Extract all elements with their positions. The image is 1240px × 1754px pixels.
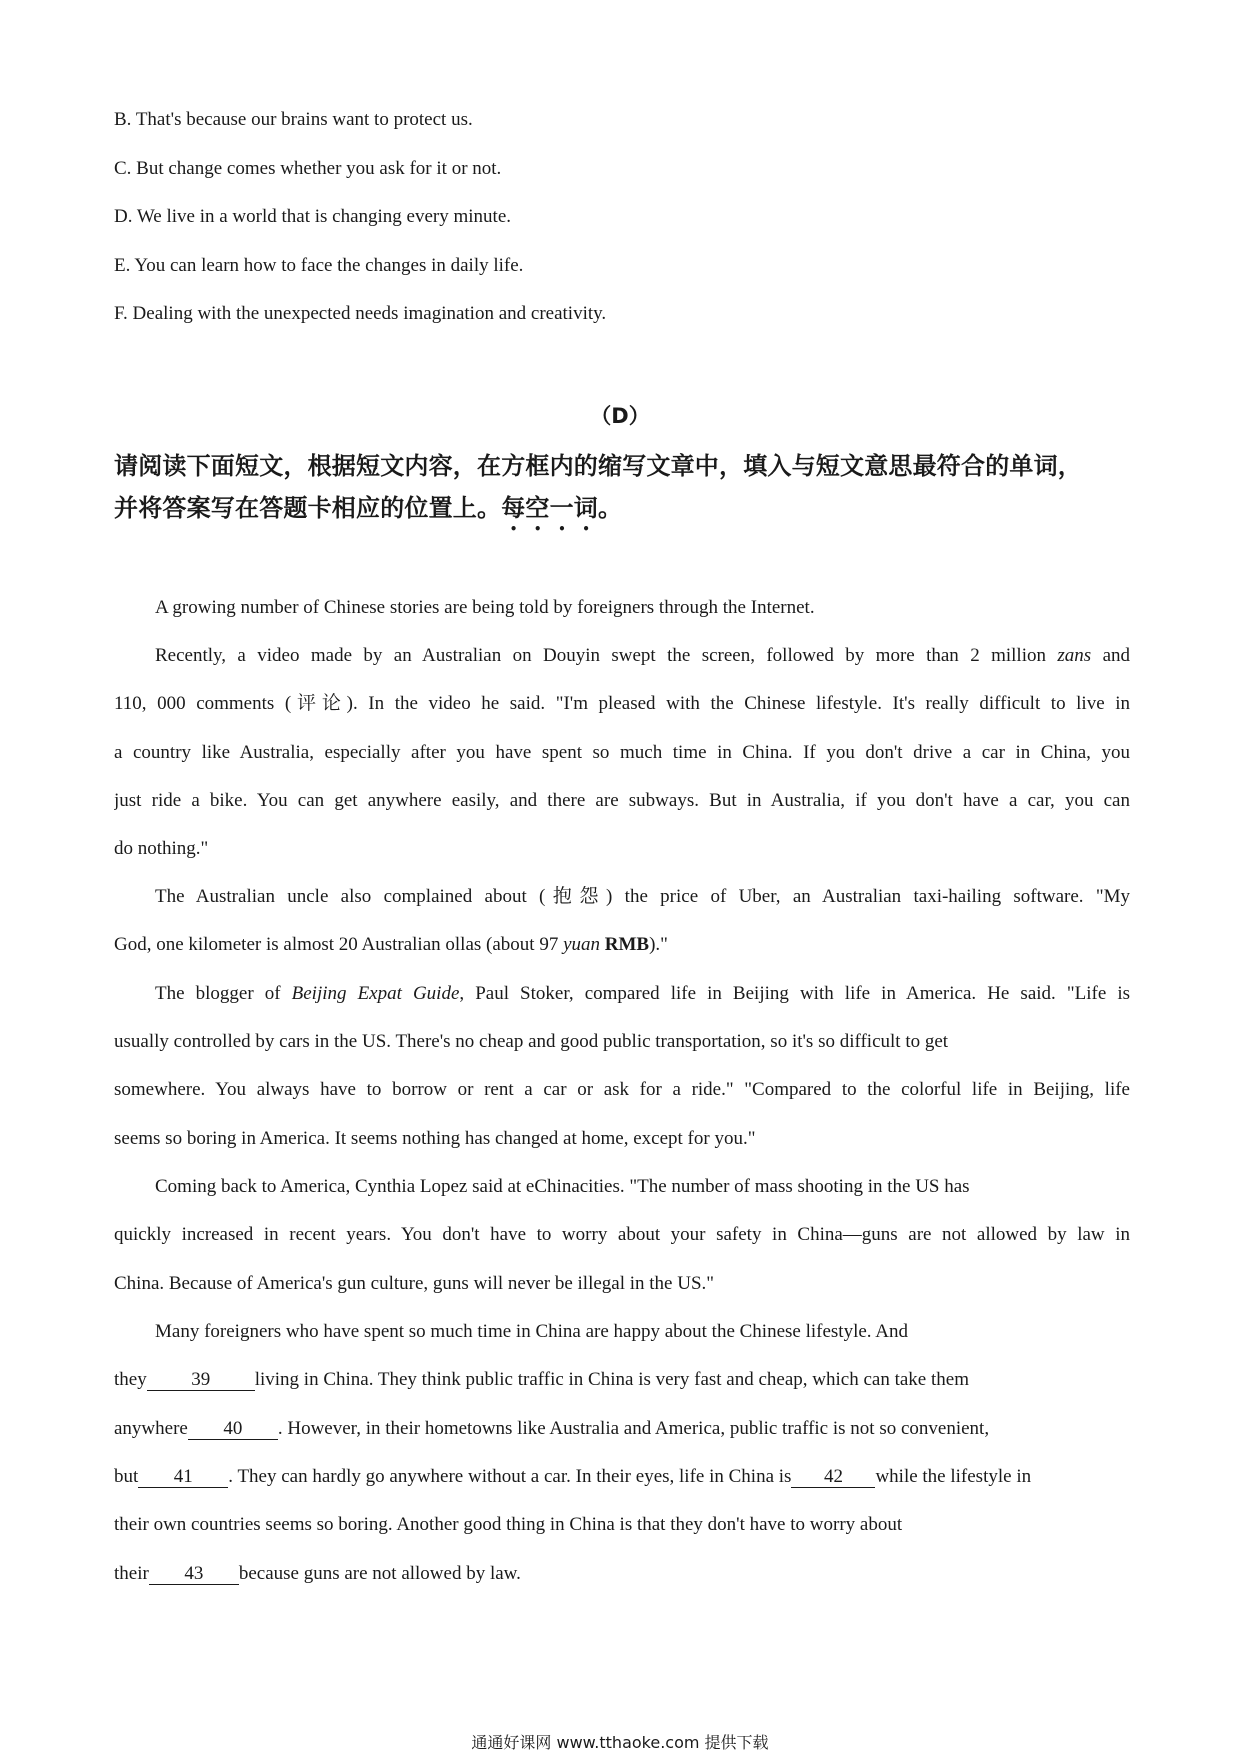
- section-heading: （D）: [590, 404, 650, 428]
- option-c: C. But change comes whether you ask for it or not.: [114, 158, 502, 179]
- blank-42[interactable]: 42: [791, 1467, 875, 1488]
- summary-line-4: [114, 1465, 1031, 1489]
- summary-they: they: [114, 1369, 147, 1390]
- summary-but: but: [114, 1466, 139, 1487]
- instruction-period: 。: [598, 494, 623, 522]
- instruction-text: 并将答案写在答题卡相应的位置上。: [114, 494, 502, 522]
- passage-p2-line-5: do nothing.": [114, 838, 209, 859]
- summary-text-3: . However, in their hometowns like Australia and America, public traffic is not so convenient,: [277, 1418, 990, 1439]
- summary-their: their: [114, 1563, 149, 1584]
- summary-text-2: living in China. They think public traffic in China is very fast and cheap, which can take them: [254, 1369, 969, 1390]
- page-footer: 通通好课网 www.tthaoke.com 提供下载: [471, 1733, 769, 1752]
- p2-zans: zans: [1057, 645, 1092, 666]
- passage-p5-line-3: China. Because of America's gun culture, guns will never be illegal in the US.": [114, 1273, 715, 1294]
- option-b: B. That's because our brains want to protect us.: [114, 109, 473, 130]
- summary-line-2: [114, 1368, 969, 1392]
- summary-line-5: their own countries seems so boring. Another good thing in China is that they don't have to worry about: [114, 1514, 903, 1535]
- p3-rmb: RMB: [604, 934, 650, 955]
- p2-text-a: Recently, a video made by an Australian on Douyin swept the screen, followed by more than 2 million: [155, 645, 1058, 666]
- passage-p5-line-1: Coming back to America, Cynthia Lopez said at eChinacities. "The number of mass shooting in the US has: [155, 1176, 970, 1197]
- instruction-line-1: 请阅读下面短文，根据短文内容，在方框内的缩写文章中，填入与短文意思最符合的单词，: [114, 452, 1082, 480]
- p4-blog-title: Beijing Expat Guide: [291, 983, 460, 1004]
- option-f: F. Dealing with the unexpected needs imagination and creativity.: [114, 303, 607, 324]
- p3-yuan: yuan: [563, 934, 601, 955]
- summary-anywhere: anywhere: [114, 1418, 188, 1439]
- passage-p4-line-2: usually controlled by cars in the US. There's no cheap and good public transportation, so it's so difficult to get: [114, 1031, 949, 1052]
- passage-p3-line-2: [114, 933, 668, 957]
- option-e: E. You can learn how to face the changes in daily life.: [114, 255, 524, 276]
- summary-text-4b: while the lifestyle in: [875, 1466, 1032, 1487]
- blank-40[interactable]: 40: [188, 1419, 278, 1440]
- passage-p4-line-1: [155, 982, 1130, 1006]
- summary-line-3: [114, 1417, 989, 1441]
- passage-p3-line-1: The Australian uncle also complained about (抱怨) the price of Uber, an Australian taxi-hailing software. "My: [155, 886, 1130, 907]
- blank-41[interactable]: 41: [138, 1467, 228, 1488]
- passage-p4-line-4: seems so boring in America. It seems nothing has changed at home, except for you.": [114, 1128, 756, 1149]
- option-d: D. We live in a world that is changing every minute.: [114, 206, 512, 227]
- p4-text-a: The blogger of: [155, 983, 292, 1004]
- p3-text-c: ).": [649, 934, 668, 955]
- passage-p2-line-1: [155, 644, 1130, 668]
- summary-line-1: Many foreigners who have spent so much time in China are happy about the Chinese lifestyle. And: [155, 1321, 908, 1342]
- passage-p2-line-3: a country like Australia, especially after you have spent so much time in China. If you don't drive a car in China, you: [114, 742, 1130, 763]
- summary-text-4a: . They can hardly go anywhere without a car. In their eyes, life in China is: [228, 1466, 792, 1487]
- p4-text-b: , Paul Stoker, compared life in Beijing with life in America. He said. "Life is: [459, 983, 1130, 1004]
- p2-text-b: and: [1091, 645, 1130, 666]
- blank-43[interactable]: 43: [149, 1564, 239, 1585]
- p3-text-a: God, one kilometer is almost 20 Australian ollas (about 97: [114, 934, 564, 955]
- instruction-line-2: [114, 488, 622, 536]
- blank-39[interactable]: 39: [147, 1370, 255, 1391]
- summary-line-6: [114, 1562, 521, 1586]
- passage-p5-line-2: quickly increased in recent years. You don't have to worry about your safety in China—guns are not allowed by law in: [114, 1224, 1130, 1245]
- passage-p4-line-3: somewhere. You always have to borrow or rent a car or ask for a ride." "Compared to the colorful life in Beijing, life: [114, 1079, 1130, 1100]
- instruction-emphasis: 每空一词: [501, 494, 599, 522]
- passage-p2-line-4: just ride a bike. You can get anywhere easily, and there are subways. But in Australia, if you don't have a car, you can: [114, 790, 1130, 811]
- passage-p1: A growing number of Chinese stories are being told by foreigners through the Internet.: [155, 597, 815, 618]
- passage-p2-line-2: 110, 000 comments (评论). In the video he said. "I'm pleased with the Chinese lifestyle. It's really difficult to live in: [114, 693, 1130, 714]
- summary-text-6: because guns are not allowed by law.: [238, 1563, 521, 1584]
